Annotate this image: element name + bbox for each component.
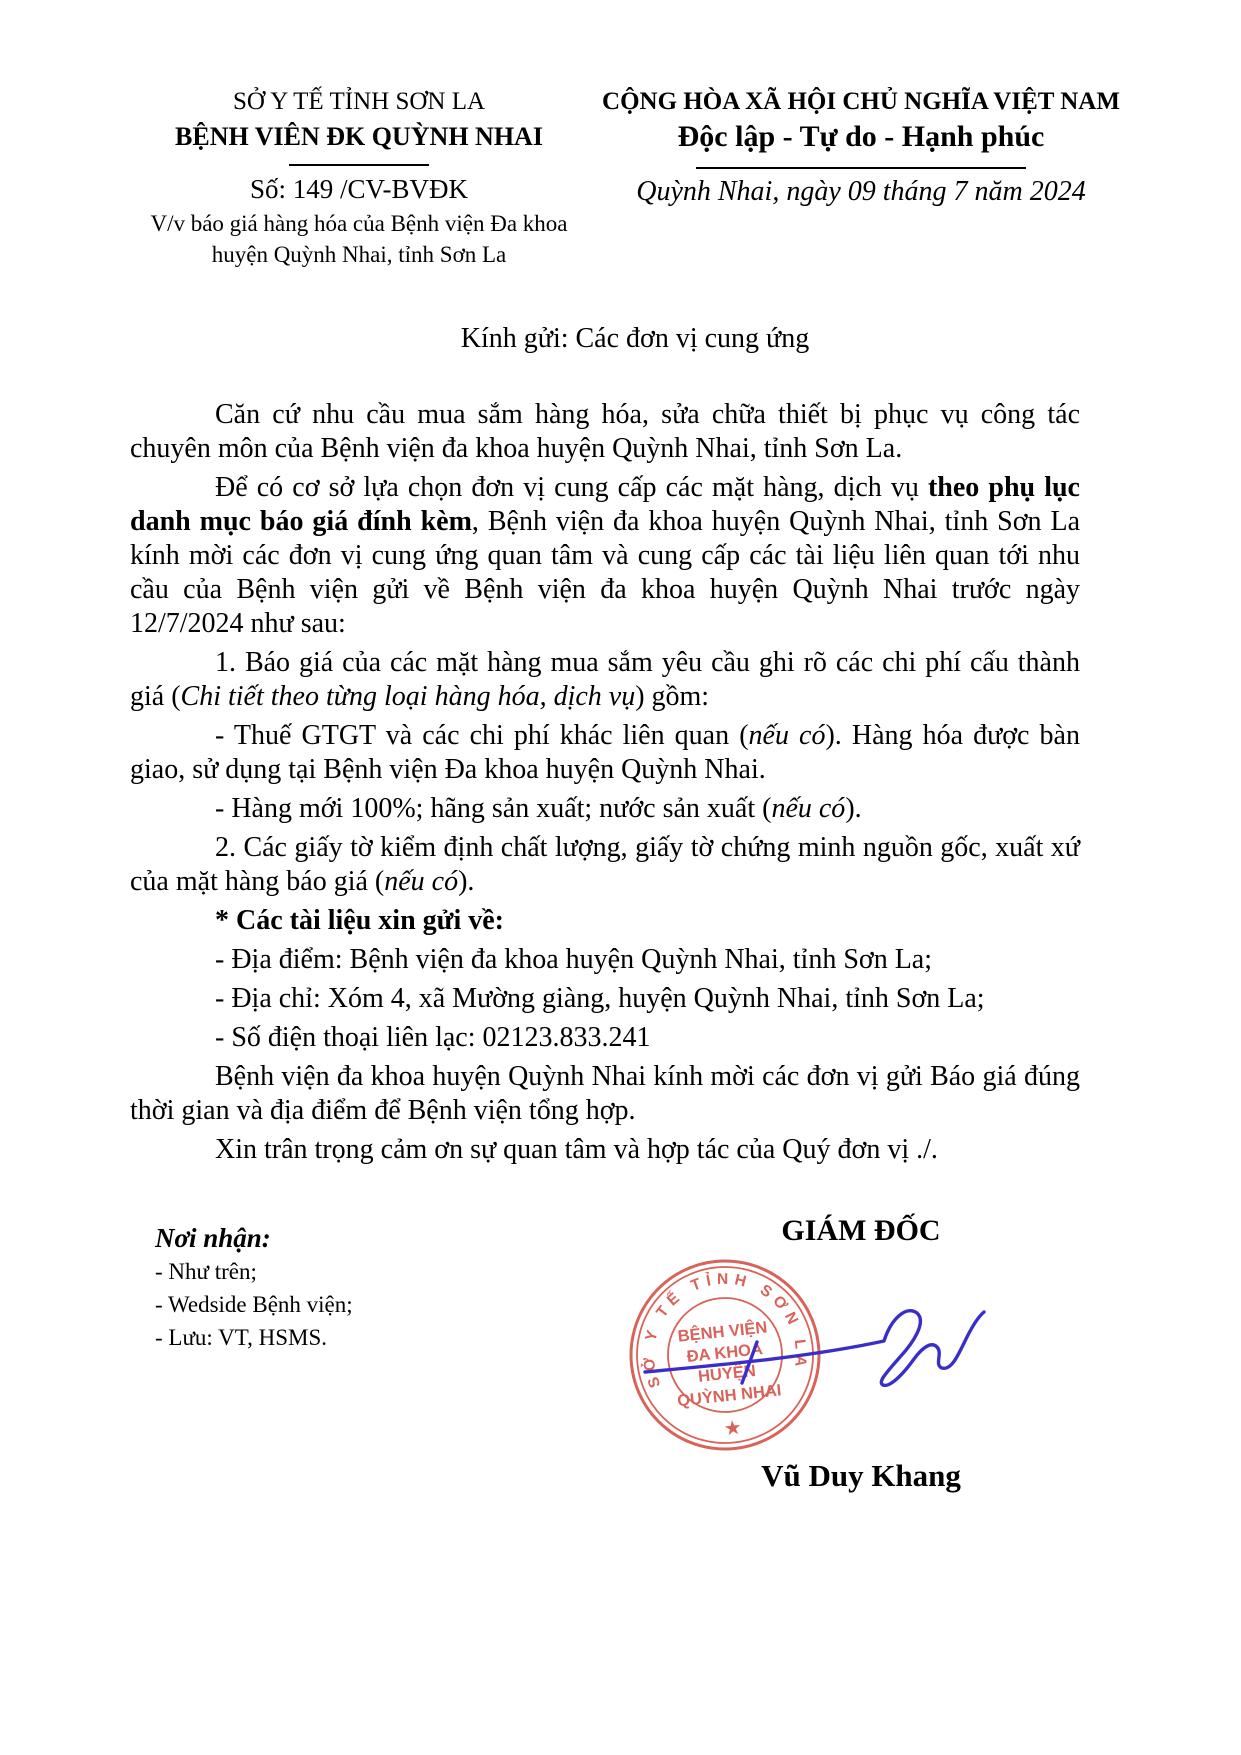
- parent-agency-name: SỞ Y TẾ TỈNH SƠN LA: [232, 88, 486, 115]
- stamp-ring-text: SỞ Y TẾ TỈNH SƠN LA: [640, 1270, 810, 1390]
- paragraph-text: 1. Báo giá của các mặt hàng mua sắm yêu cầu ghi rõ các chi phí cấu thành giá (: [130, 647, 1080, 712]
- paragraph-text: - Địa chỉ: Xóm 4, xã Mường giàng, huyện Quỳnh Nhai, tỉnh Sơn La;: [215, 983, 985, 1014]
- hospital-name: BỆNH VIÊN ĐK QUỲNH NHAI: [175, 122, 543, 151]
- body-paragraph: [130, 943, 1080, 977]
- recipients-block: [155, 1222, 515, 1354]
- issuing-agency-block: [118, 86, 600, 270]
- paragraph-text: - Số điện thoại liên lạc: 02123.833.241: [215, 1022, 651, 1053]
- stamp-center-line3: HUYỆN: [697, 1361, 757, 1386]
- body-paragraph: [130, 831, 1080, 899]
- header-right-divider: [696, 167, 1026, 169]
- paragraph-text: Căn cứ nhu cầu mua sắm hàng hóa, sửa chữa thiết bị phục vụ công tác chuyên môn của Bệnh viện đa khoa huyện Quỳnh Nhai, tỉnh Sơn La.: [130, 399, 1080, 464]
- paragraph-italic-text: nếu có: [771, 793, 846, 824]
- paragraph-text: Xin trân trọng cảm ơn sự quan tâm và hợp tác của Quý đơn vị ./.: [215, 1134, 938, 1165]
- body-paragraph: [130, 982, 1080, 1016]
- paragraph-text: ).: [458, 866, 475, 897]
- paragraph-text: , Bệnh viện đa khoa huyện Quỳnh Nhai, tỉnh Sơn La kính mời các đơn vị cung ứng quan tâm và cung cấp các tài liệu liên quan tới nhu cầu của Bệnh viện gửi về Bệnh viện đa khoa huyện Quỳnh Nhai trước ngày 12/7/2024 như sau:: [130, 506, 1080, 639]
- motto: Độc lập - Tự do - Hạnh phúc: [677, 120, 1045, 153]
- document-number: Số: 149 /CV-BVĐK: [249, 174, 469, 204]
- country-title: CỘNG HÒA XÃ HỘI CHỦ NGHĨA VIỆT NAM: [602, 88, 1120, 115]
- salutation: Kính gửi: Các đơn vị cung ứng: [460, 323, 810, 354]
- document-subject-line1: V/v báo giá hàng hóa của Bệnh viện Đa khoa: [150, 211, 568, 236]
- body-paragraph: [130, 398, 1080, 466]
- recipients-title: Nơi nhận:: [155, 1223, 271, 1253]
- stamp-center-line2: ĐA KHOA: [685, 1340, 764, 1366]
- document-subject-line2: huyện Quỳnh Nhai, tỉnh Sơn La: [211, 242, 507, 267]
- paragraph-bold-text: theo phụ lục danh mục báo giá đính kèm: [130, 472, 1080, 537]
- signer-name: Vũ Duy Khang: [761, 1458, 961, 1493]
- paragraph-text: ) gồm:: [635, 681, 710, 712]
- paragraph-text: Để có cơ sở lựa chọn đơn vị cung cấp các mặt hàng, dịch vụ: [215, 472, 928, 503]
- signer-title: GIÁM ĐỐC: [781, 1214, 941, 1247]
- recipient-item: - Như trên;: [155, 1259, 257, 1284]
- stamp-center-line1: BỆNH VIỆN: [676, 1318, 769, 1346]
- body-paragraph: [130, 719, 1080, 787]
- body-paragraph: [130, 471, 1080, 641]
- header-left-divider: [289, 164, 429, 166]
- body-paragraph: [130, 792, 1080, 826]
- letter-body: [130, 398, 1080, 1172]
- body-paragraph-heading: [130, 904, 1080, 938]
- stamp-center-line4: QUỲNH NHAI: [676, 1381, 783, 1411]
- body-paragraph: [130, 646, 1080, 714]
- paragraph-text: 2. Các giấy tờ kiểm định chất lượng, giấy tờ chứng minh nguồn gốc, xuất xứ của mặt hàng báo giá (: [130, 832, 1080, 897]
- signature-stroke: [645, 1311, 984, 1386]
- paragraph-italic-text: nếu có: [384, 866, 459, 897]
- signature-ink: [600, 1285, 1000, 1415]
- recipient-item: - Lưu: VT, HSMS.: [155, 1325, 327, 1350]
- paragraph-text: - Hàng mới 100%; hãng sản xuất; nước sản xuất (: [215, 793, 772, 824]
- paragraph-text: - Thuế GTGT và các chi phí khác liên quan (: [215, 720, 749, 751]
- body-paragraph: [130, 1060, 1080, 1128]
- paragraph-text: - Địa điểm: Bệnh viện đa khoa huyện Quỳnh Nhai, tỉnh Sơn La;: [215, 944, 933, 975]
- paragraph-italic-text: Chi tiết theo từng loại hàng hóa, dịch vụ: [180, 681, 636, 712]
- paragraph-text: ).: [845, 793, 862, 824]
- paragraph-italic-text: nếu có: [748, 720, 826, 751]
- stamp-star-icon: ★: [722, 1416, 743, 1441]
- body-paragraph: [130, 1021, 1080, 1055]
- paragraph-text: ). Hàng hóa được bàn giao, sử dụng tại Bệnh viện Đa khoa huyện Quỳnh Nhai.: [130, 720, 1080, 785]
- body-paragraph: [130, 1133, 1080, 1167]
- place-date-line: Quỳnh Nhai, ngày 09 tháng 7 năm 2024: [636, 176, 1086, 207]
- recipient-item: - Wedside Bệnh viện;: [155, 1292, 353, 1317]
- paragraph-text: * Các tài liệu xin gửi về:: [215, 905, 504, 936]
- paragraph-text: Bệnh viện đa khoa huyện Quỳnh Nhai kính mời các đơn vị gửi Báo giá đúng thời gian và địa điểm để Bệnh viện tổng hợp.: [130, 1061, 1080, 1126]
- national-motto-block: [596, 86, 1126, 209]
